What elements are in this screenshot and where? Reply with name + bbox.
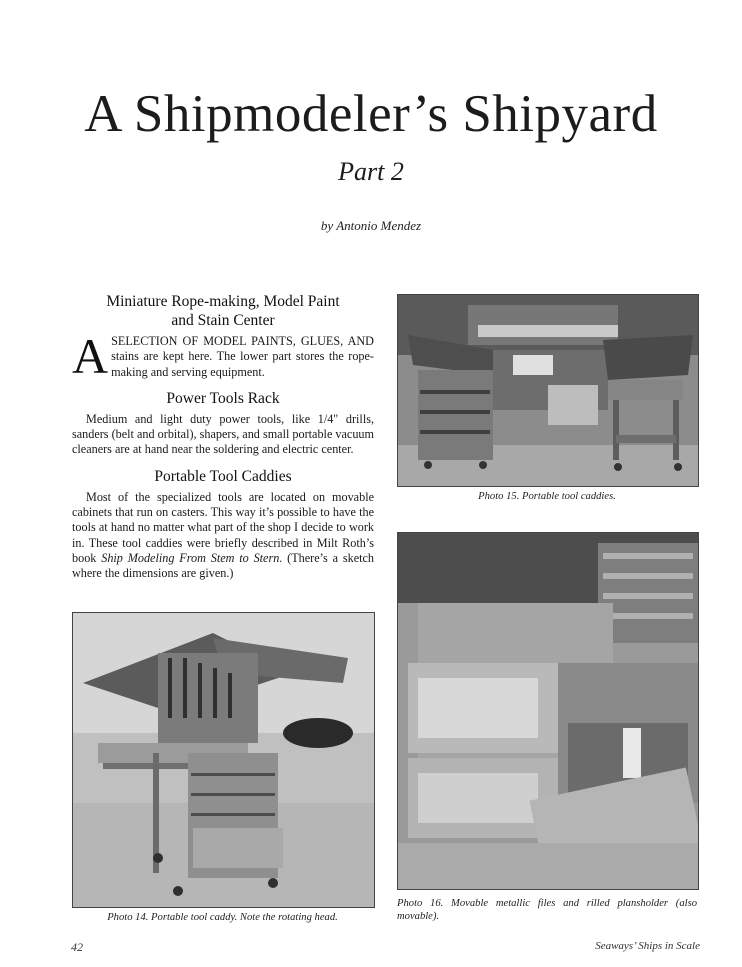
section-heading-line1: Miniature Rope-making, Model Paint [106, 293, 340, 310]
paragraph-text: stains are kept here. The lower part stores the rope-making and serving equipment. [111, 349, 374, 379]
photo-14-caption: Photo 14. Portable tool caddy. Note the rotating head. [107, 912, 338, 923]
paragraph-rope-making [72, 328, 374, 384]
page-subtitle: Part 2 [338, 157, 404, 186]
section-heading-line2: and Stain Center [171, 312, 275, 329]
section-heading-power-tools: Power Tools Rack [166, 389, 280, 407]
photo-16-caption: Photo 16. Movable metallic files and rilled plansholder (also movable). [397, 898, 697, 922]
drop-cap: A [72, 328, 109, 384]
photo-14 [72, 612, 375, 908]
photo-15 [397, 294, 699, 487]
left-column [72, 292, 374, 591]
paragraph-power-tools: Medium and light duty power tools, like 1/4" drills, sanders (belt and orbital), shapers, and small portable vacuum cleaners are at hand near the soldering and electric center. [72, 411, 374, 457]
photo-15-caption: Photo 15. Portable tool caddies. [478, 491, 616, 502]
section-heading-tool-caddies: Portable Tool Caddies [154, 467, 292, 485]
book-title: Ship Modeling From Stem to Stern [101, 550, 280, 565]
paragraph-text: . (There’s a sketch where the dimensions are given.) [72, 550, 374, 581]
page-title: A Shipmodeler’s Shipyard [84, 85, 658, 143]
byline: by Antonio Mendez [320, 218, 422, 233]
small-caps-lead: SELECTION OF MODEL PAINTS, GLUES, AND [111, 334, 374, 348]
section-heading-rope-making [72, 292, 374, 330]
publication-name: Seaways’ Ships in Scale [595, 940, 700, 952]
page-number: 42 [71, 940, 83, 954]
paragraph-text: Most of the specialized tools are located on movable cabinets that run on casters. This way it’s possible to have the tools at hand no matter what part of the shop I decide to work in. These tool caddies were briefly described in Milt Roth’s book [72, 489, 374, 565]
paragraph-tool-caddies [72, 490, 374, 582]
photo-16 [397, 532, 699, 890]
